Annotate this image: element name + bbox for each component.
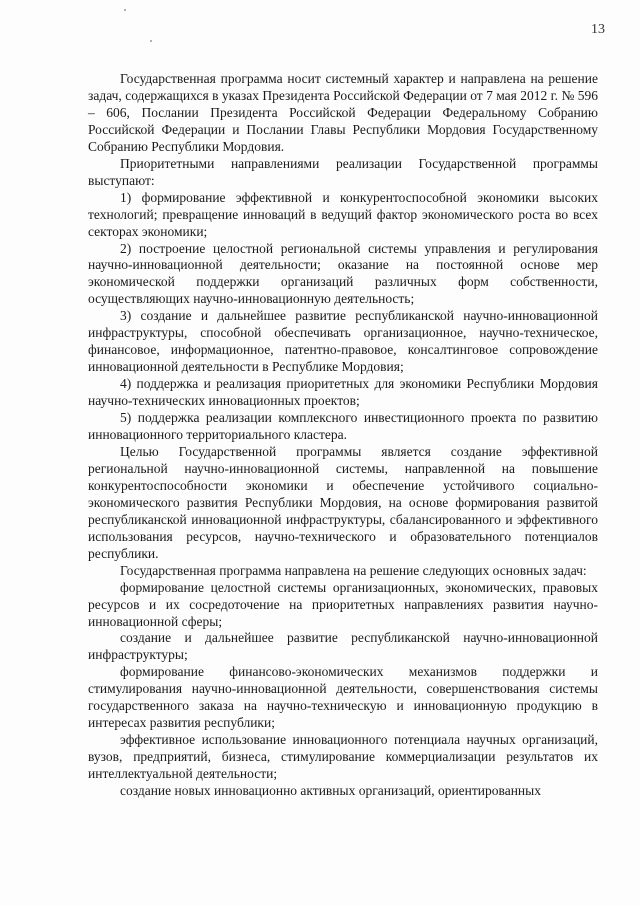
paragraph-intro: Государственная программа носит системный характер и направлена на решение задач, содержащихся в указах Президента Российской Федерации от 7 мая 2012 г. № 596 – 606, Послании Президента Российской Федерации Федеральному Собранию Российской Федерации и Послании Главы Республики Мордовия Государственному Собранию Республики Мордовия. xyxy=(88,71,598,154)
scan-speck xyxy=(124,9,126,11)
page-number: 13 xyxy=(591,22,605,37)
task-item: создание и дальнейшее развитие республиканской научно-инновационной инфраструктуры; xyxy=(88,630,598,663)
body-text xyxy=(88,71,598,800)
task-item: создание новых инновационно активных организаций, ориентированных xyxy=(120,783,541,799)
paragraph-priorities-lead: Приоритетными направлениями реализации Государственной программы выступают: xyxy=(88,155,598,188)
priority-item-3: 3) создание и дальнейшее развитие республиканской научно-инновационной инфраструктуры, способной обеспечивать организационное, научно-техническое, финансовое, информационное, патентно-правовое, консалтинговое сопровождение инновационной деятельности в Республике Мордовия; xyxy=(88,308,598,375)
task-item: эффективное использование инновационного потенциала научных организаций, вузов, предприятий, бизнеса, стимулирование коммерциализации результатов их интеллектуальной деятельности; xyxy=(88,732,598,782)
priority-item-1: 1) формирование эффективной и конкурентоспособной экономики высоких технологий; превращение инноваций в ведущий фактор экономического роста во всех секторах экономики; xyxy=(88,189,598,239)
paragraph-goal: Целью Государственной программы является создание эффективной региональной научно-инновационной системы, направленной на повышение конкурентоспособности экономики и обеспечение устойчивого социально-экономического развития Республики Мордовия, на основе формирования развитой республиканской инновационной инфраструктуры, сбалансированного и эффективного использования ресурсов, научно-технического и образовательного потенциалов республики. xyxy=(88,443,598,561)
priority-item-2: 2) построение целостной региональной системы управления и регулирования научно-инновационной деятельности; оказание на постоянной основе мер экономической поддержки организаций различных форм собственности, осуществляющих научно-инновационную деятельность; xyxy=(88,240,598,307)
paragraph-tasks-lead: Государственная программа направлена на решение следующих основных задач: xyxy=(120,562,587,578)
priority-item-5: 5) поддержка реализации комплексного инвестиционного проекта по развитию инновационного территориального кластера. xyxy=(88,410,598,443)
task-item: формирование финансово-экономических механизмов поддержки и стимулирования научно-инновационной деятельности, совершенствования системы государственного заказа на научно-техническую и инновационную продукцию в интересах развития республики; xyxy=(88,664,598,731)
task-item: формирование целостной системы организационных, экономических, правовых ресурсов и их сосредоточение на приоритетных направлениях развития научно-инновационной сферы; xyxy=(88,579,598,629)
priority-item-4: 4) поддержка и реализация приоритетных для экономики Республики Мордовия научно-технических инновационных проектов; xyxy=(88,376,598,409)
scan-speck xyxy=(150,40,152,42)
